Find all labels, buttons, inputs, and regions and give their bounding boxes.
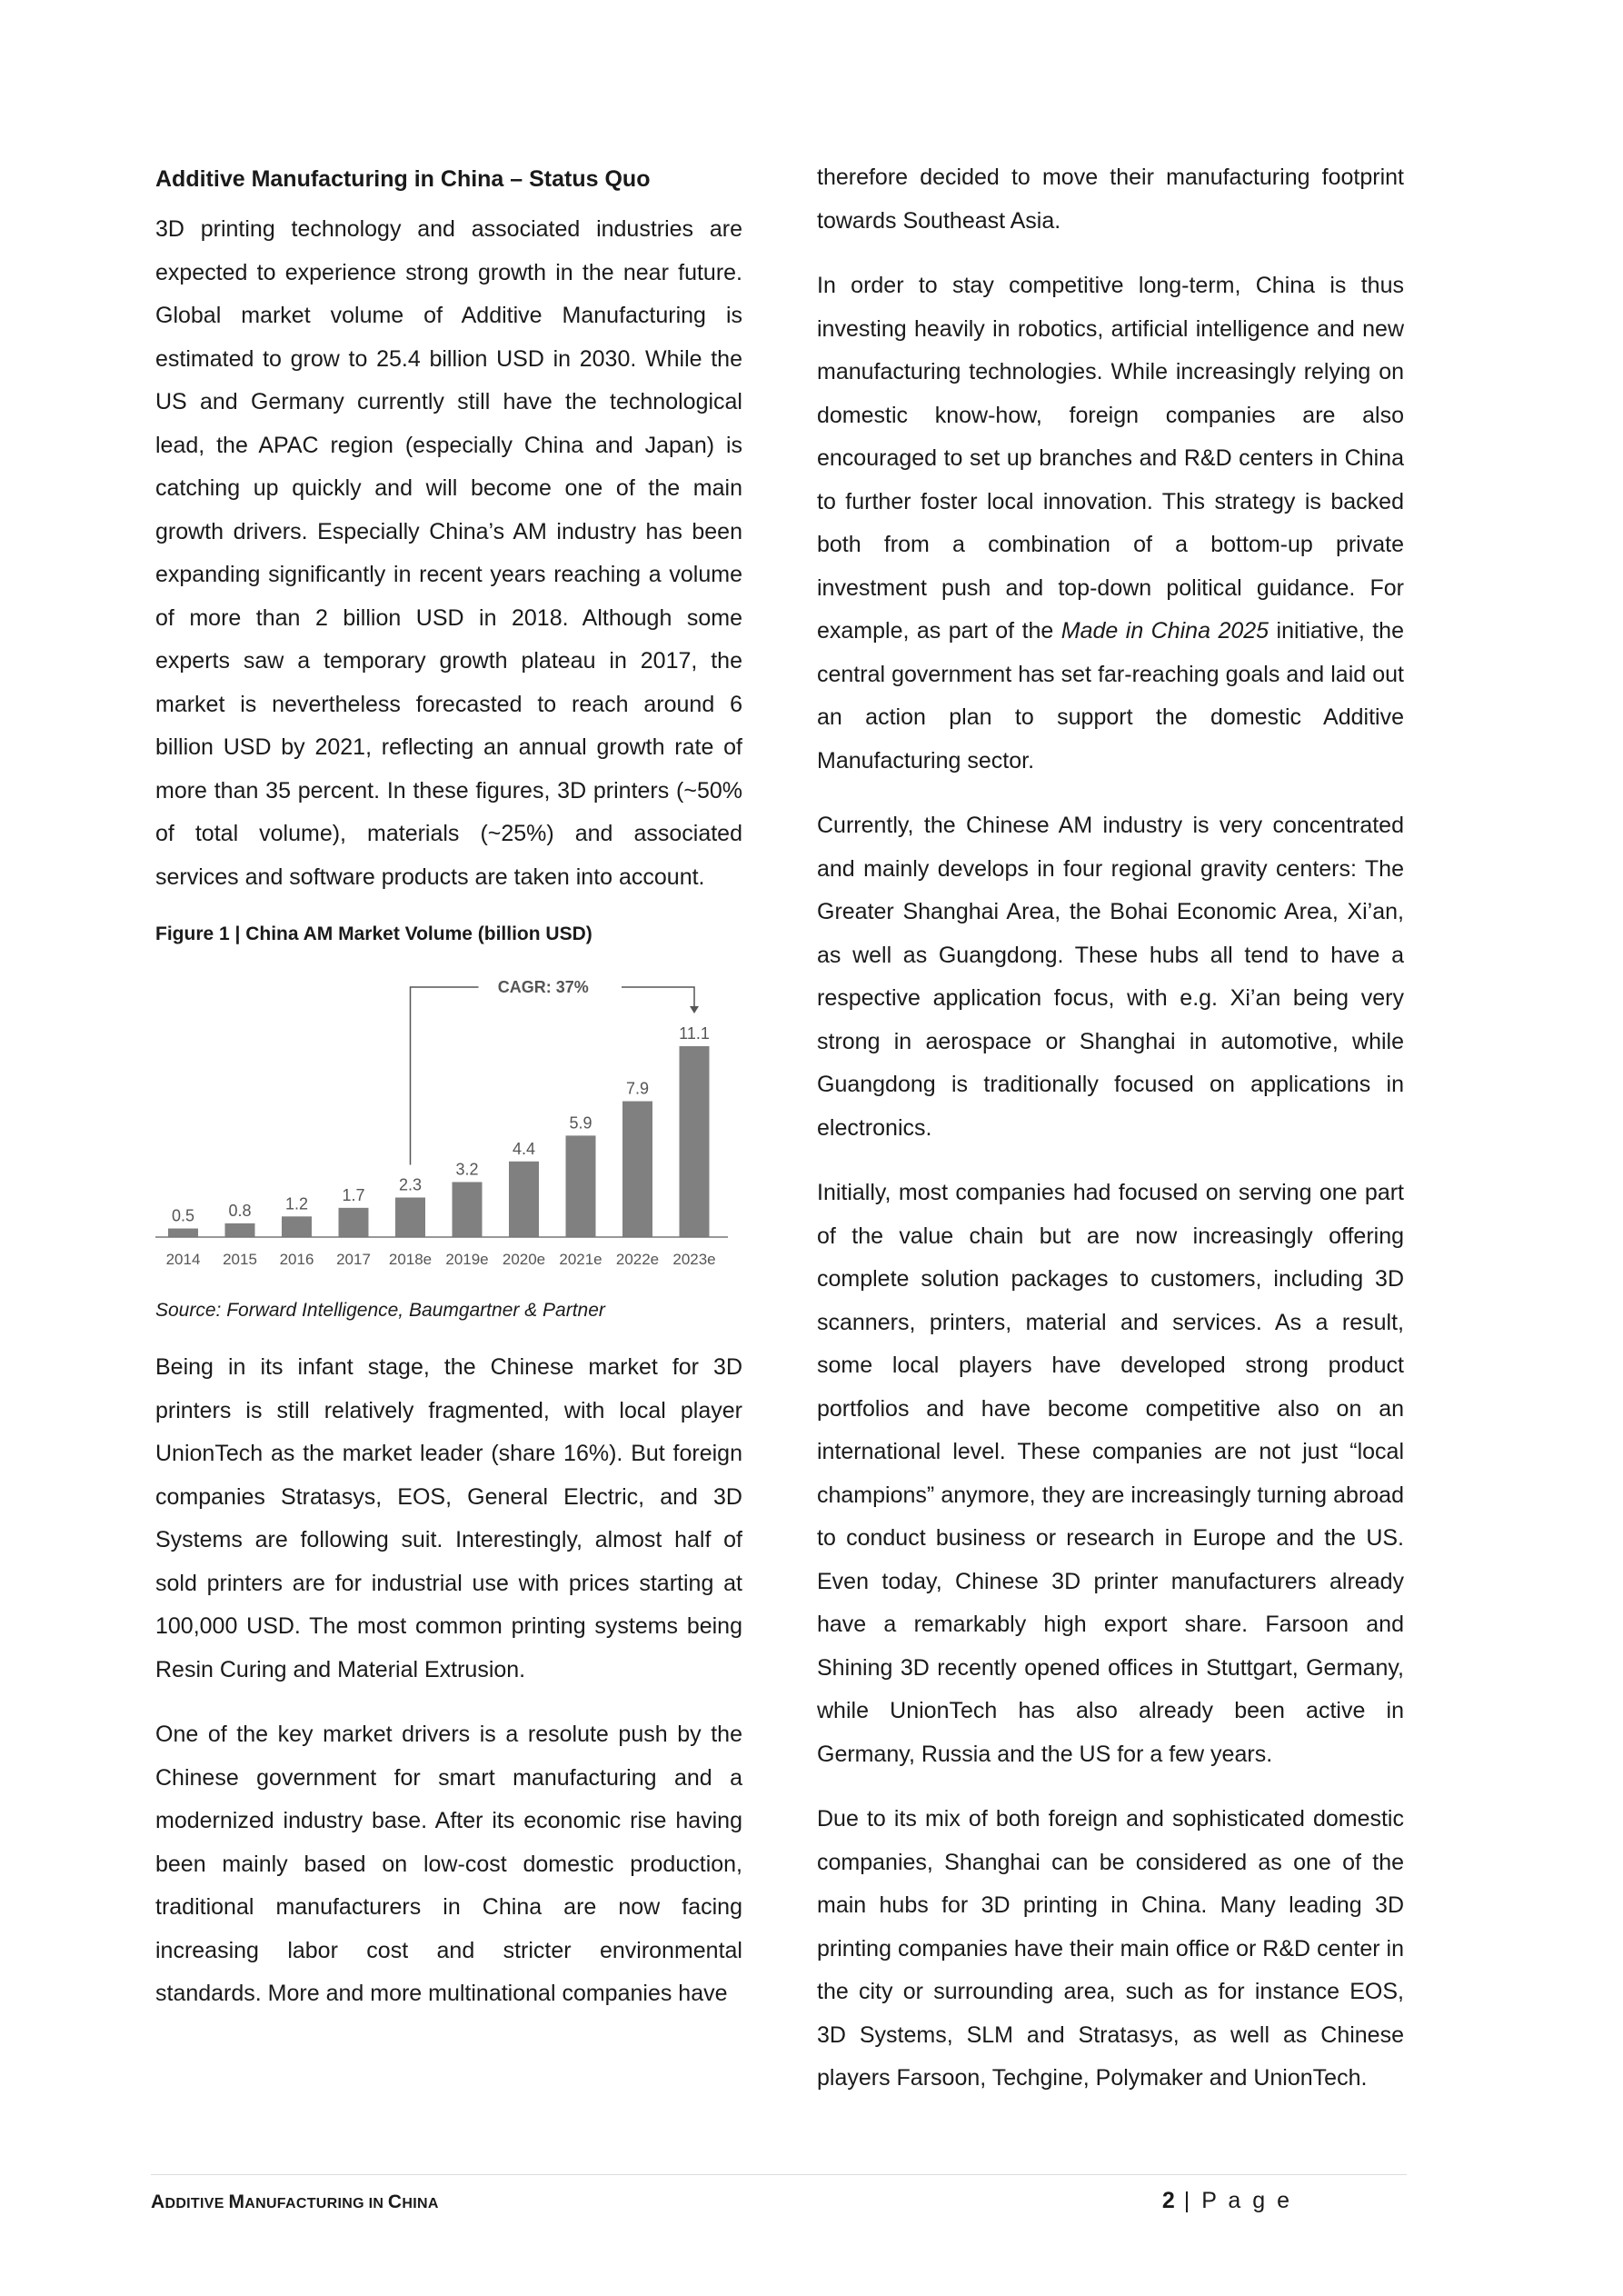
paragraph-continuation: therefore decided to move their manufacturing footprint towards Southeast Asia.	[817, 165, 1404, 234]
data-label: 4.4	[512, 1139, 536, 1158]
left-column	[155, 164, 742, 2038]
tick-label: 2021e	[559, 1251, 602, 1268]
paragraph-regional-centers: Currently, the Chinese AM industry is very concentrated and mainly develops in four regional gravity centers: The Greater Shanghai Area, the Bohai Economic Area, Xi’an, as well as Guangdong. These hubs all tend to have a respective application focus, with e.g. Xi’an being very strong in aerospace or Shanghai in automotive, while Guangdong is traditionally focused on applications in electronics.	[817, 813, 1404, 1141]
tick-label: 2017	[336, 1251, 371, 1268]
paragraph-market-structure: Being in its infant stage, the Chinese market for 3D printers is still relatively fragmented, with local player UnionTech as the market leader (share 16%). But foreign companies Stratasys, EOS, General Electric, and 3D Systems are following suit. Interestingly, almost half of sold printers are for industrial use with prices starting at 100,000 USD. The most common printing systems being Resin Curing and Material Extrusion.	[155, 1354, 742, 1682]
section-heading: Additive Manufacturing in China – Status Quo	[155, 166, 651, 192]
data-label: 11.1	[679, 1024, 710, 1043]
tick-label: 2020e	[502, 1251, 546, 1268]
bar	[282, 1216, 312, 1237]
bar	[168, 1229, 198, 1237]
bar	[225, 1223, 255, 1237]
paragraph-shanghai: Due to its mix of both foreign and sophisticated domestic companies, Shanghai can be considered as one of the main hubs for 3D printing in China. Many leading 3D printing companies have their main office or R&D center in the city or surrounding area, such as for instance EOS, 3D Systems, SLM and Stratasys, as well as Chinese players Farsoon, Techgine, Polymaker and UnionTech.	[817, 1806, 1404, 2091]
tick-label: 2016	[279, 1251, 314, 1268]
tick-label: 2018e	[388, 1251, 433, 1268]
paragraph-market-drivers: One of the key market drivers is a resolute push by the Chinese government for smart manufacturing and a modernized industry base. After its economic rise having been mainly based on low-cost domestic production, traditional manufacturers in China are now facing increasing labor cost and stricter environmental standards. More and more multinational companies have	[155, 1722, 742, 2006]
tick-label: 2015	[223, 1251, 257, 1268]
paragraph-intro: 3D printing technology and associated industries are expected to experience strong growth in the near future. Global market volume of Additive Manufacturing is estimated to grow to 25.4 billion USD in 2030. While the US and Germany currently still have the technological lead, the APAC region (especially China and Japan) is catching up quickly and will become one of the main growth drivers. Especially China’s AM industry has been expanding significantly in recent years reaching a volume of more than 2 billion USD in 2018. Although some experts saw a temporary growth plateau in 2017, the market is nevertheless forecasted to reach around 6 billion USD by 2021, reflecting an annual growth rate of more than 35 percent. In these figures, 3D printers (~50% of total volume), materials (~25%) and associated services and software products are taken into account.	[155, 216, 742, 890]
footer-title: ADDITIVE MANUFACTURING IN CHINA	[151, 2191, 439, 2212]
paragraph-strategy	[817, 265, 1404, 783]
figure-title: Figure 1 | China AM Market Volume (billion USD)	[155, 923, 592, 944]
page-footer	[151, 2174, 1407, 2213]
page-number: 2 | P a g e	[1161, 2188, 1292, 2213]
bar	[395, 1197, 425, 1237]
market-volume-chart	[155, 955, 737, 1292]
bar	[566, 1135, 596, 1237]
cagr-bracket-left	[411, 987, 479, 1164]
cagr-bracket-right	[622, 987, 694, 1008]
figure-source: Source: Forward Intelligence, Baumgartner & Partner	[155, 1300, 605, 1321]
data-label: 0.8	[228, 1201, 252, 1220]
bar	[339, 1208, 369, 1237]
data-label: 0.5	[171, 1206, 195, 1225]
tick-label: 2023e	[672, 1251, 716, 1268]
strategy-text-after: initiative, the central government has set far-reaching goals and laid out an action plan to support the domestic Additive Manufacturing sector.	[817, 618, 1404, 774]
data-label: 2.3	[398, 1175, 423, 1194]
cagr-arrowhead	[690, 1006, 699, 1013]
data-label: 5.9	[569, 1113, 592, 1133]
bar	[622, 1102, 652, 1237]
bar	[509, 1162, 539, 1237]
strategy-text-before: In order to stay competitive long-term, China is thus investing heavily in robotics, artificial intelligence and new manufacturing technologies. While increasingly relying on domestic know-how, foreign companies are also encouraged to set up branches and R&D centers in China to further foster local innovation. This strategy is backed both from a combination of a bottom-up private investment push and top-down political guidance. For example, as part of the	[817, 273, 1404, 644]
bar	[680, 1046, 710, 1237]
data-label: 3.2	[455, 1160, 479, 1179]
tick-label: 2019e	[445, 1251, 489, 1268]
data-label: 7.9	[625, 1079, 650, 1098]
data-label: 1.7	[342, 1185, 365, 1204]
tick-label: 2014	[165, 1251, 201, 1268]
data-label: 1.2	[284, 1194, 309, 1213]
cagr-annotation: CAGR: 37%	[497, 978, 589, 996]
tick-label: 2022e	[615, 1251, 660, 1268]
paragraph-companies: Initially, most companies had focused on serving one part of the value chain but are now increasingly offering complete solution packages to customers, including 3D scanners, printers, material and services. As a result, some local players have developed strong product portfolios and have become competitive also on an international level. These companies are not just “local champions” anymore, they are increasingly turning abroad to conduct business or research in Europe and the US. Even today, Chinese 3D printer manufacturers already have a remarkably high export share. Farsoon and Shining 3D recently opened offices in Stuttgart, Germany, while UnionTech has also already been active in Germany, Russia and the US for a few years.	[817, 1180, 1404, 1767]
right-column	[817, 156, 1404, 2122]
bar	[453, 1182, 483, 1237]
initiative-name: Made in China 2025	[1060, 618, 1270, 644]
